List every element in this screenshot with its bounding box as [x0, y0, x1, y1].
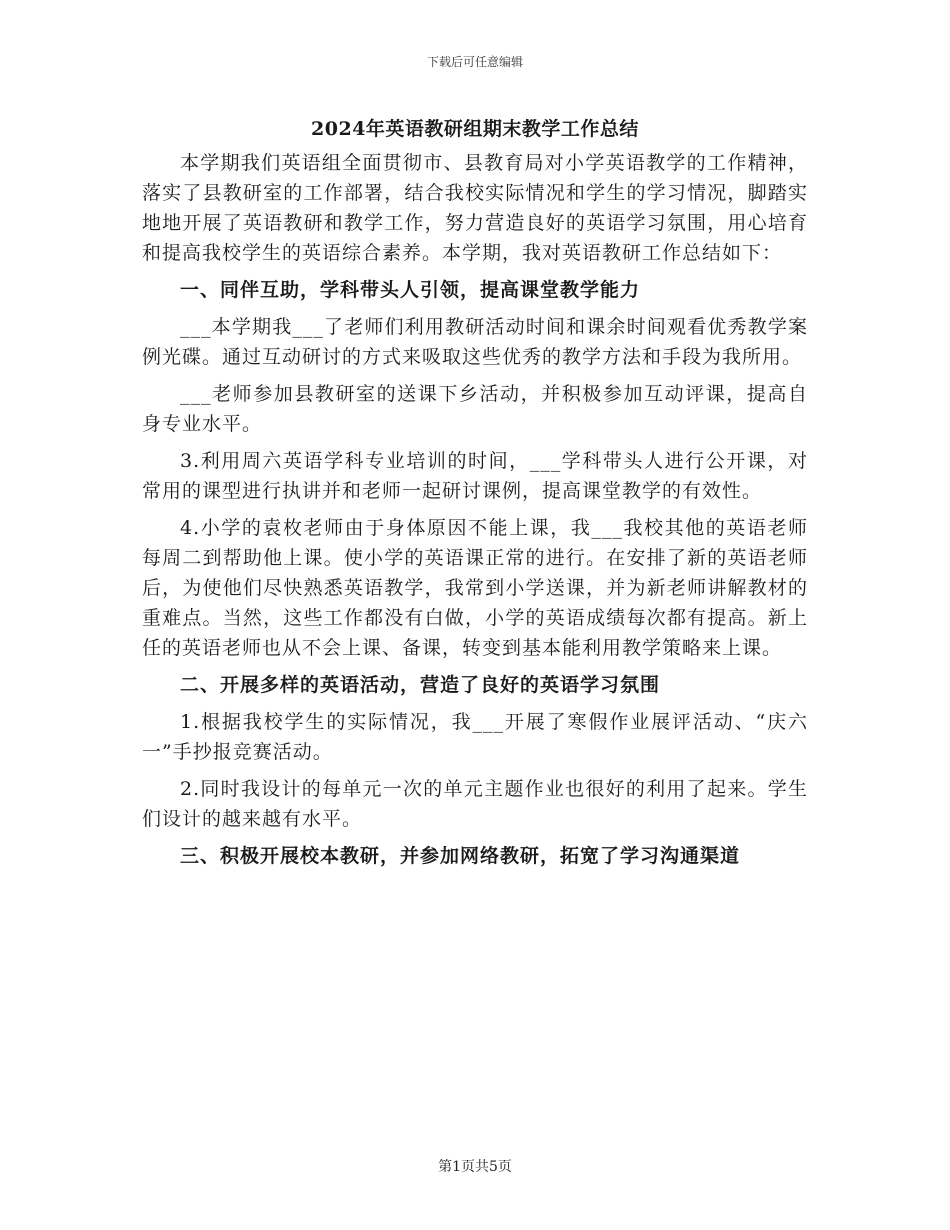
section-2-paragraph-2: 2.同时我设计的每单元一次的单元主题作业也很好的利用了起来。学生们设计的越来越有水平。: [142, 778, 808, 830]
document-title: 2024年英语教研组期末教学工作总结: [311, 118, 639, 140]
section-2-heading: 二、开展多样的英语活动，营造了良好的英语学习氛围: [180, 674, 661, 696]
section-1-paragraph-4: 4.小学的袁枚老师由于身体原因不能上课，我___我校其他的英语老师每周二到帮助他上课。使小学的英语课正常的进行。在安排了新的英语老师后，为使他们尽快熟悉英语教学，我常到小学送课，并为新老师讲解教材的重难点。当然，这些工作都没有白做，小学的英语成绩每次都有提高。新上任的英语老师也从不会上课、备课，转变到基本能利用教学策略来上课。: [142, 517, 808, 659]
section-1-paragraph-3: 3.利用周六英语学科专业培训的时间，___学科带头人进行公开课，对常用的课型进行执讲并和老师一起研讨课例，提高课堂教学的有效性。: [142, 450, 808, 502]
section-1-paragraph-2: ___老师参加县教研室的送课下乡活动，并积极参加互动评课，提高自身专业水平。: [142, 383, 808, 435]
section-3-heading: 三、积极开展校本教研，并参加网络教研，拓宽了学习沟通渠道: [180, 845, 741, 867]
section-2-paragraph-1: 1.根据我校学生的实际情况，我___开展了寒假作业展评活动、“庆六一”手抄报竞赛活动。: [142, 711, 808, 763]
header-note: 下载后可任意编辑: [426, 55, 523, 69]
page-number: 第1页共5页: [438, 1159, 512, 1175]
section-1-paragraph-1: ___本学期我___了老师们利用教研活动时间和课余时间观看优秀教学案例光碟。通过互动研讨的方式来吸取这些优秀的教学方法和手段为我所用。: [142, 316, 808, 368]
intro-paragraph: 本学期我们英语组全面贯彻市、县教育局对小学英语教学的工作精神，落实了县教研室的工作部署，结合我校实际情况和学生的学习情况，脚踏实地地开展了英语教研和教学工作，努力营造良好的英语学习氛围，用心培育和提高我校学生的英语综合素养。本学期，我对英语教研工作总结如下：: [142, 152, 808, 264]
document-body: [142, 148, 808, 878]
section-1-heading: 一、同伴互助，学科带头人引领，提高课堂教学能力: [180, 279, 641, 301]
